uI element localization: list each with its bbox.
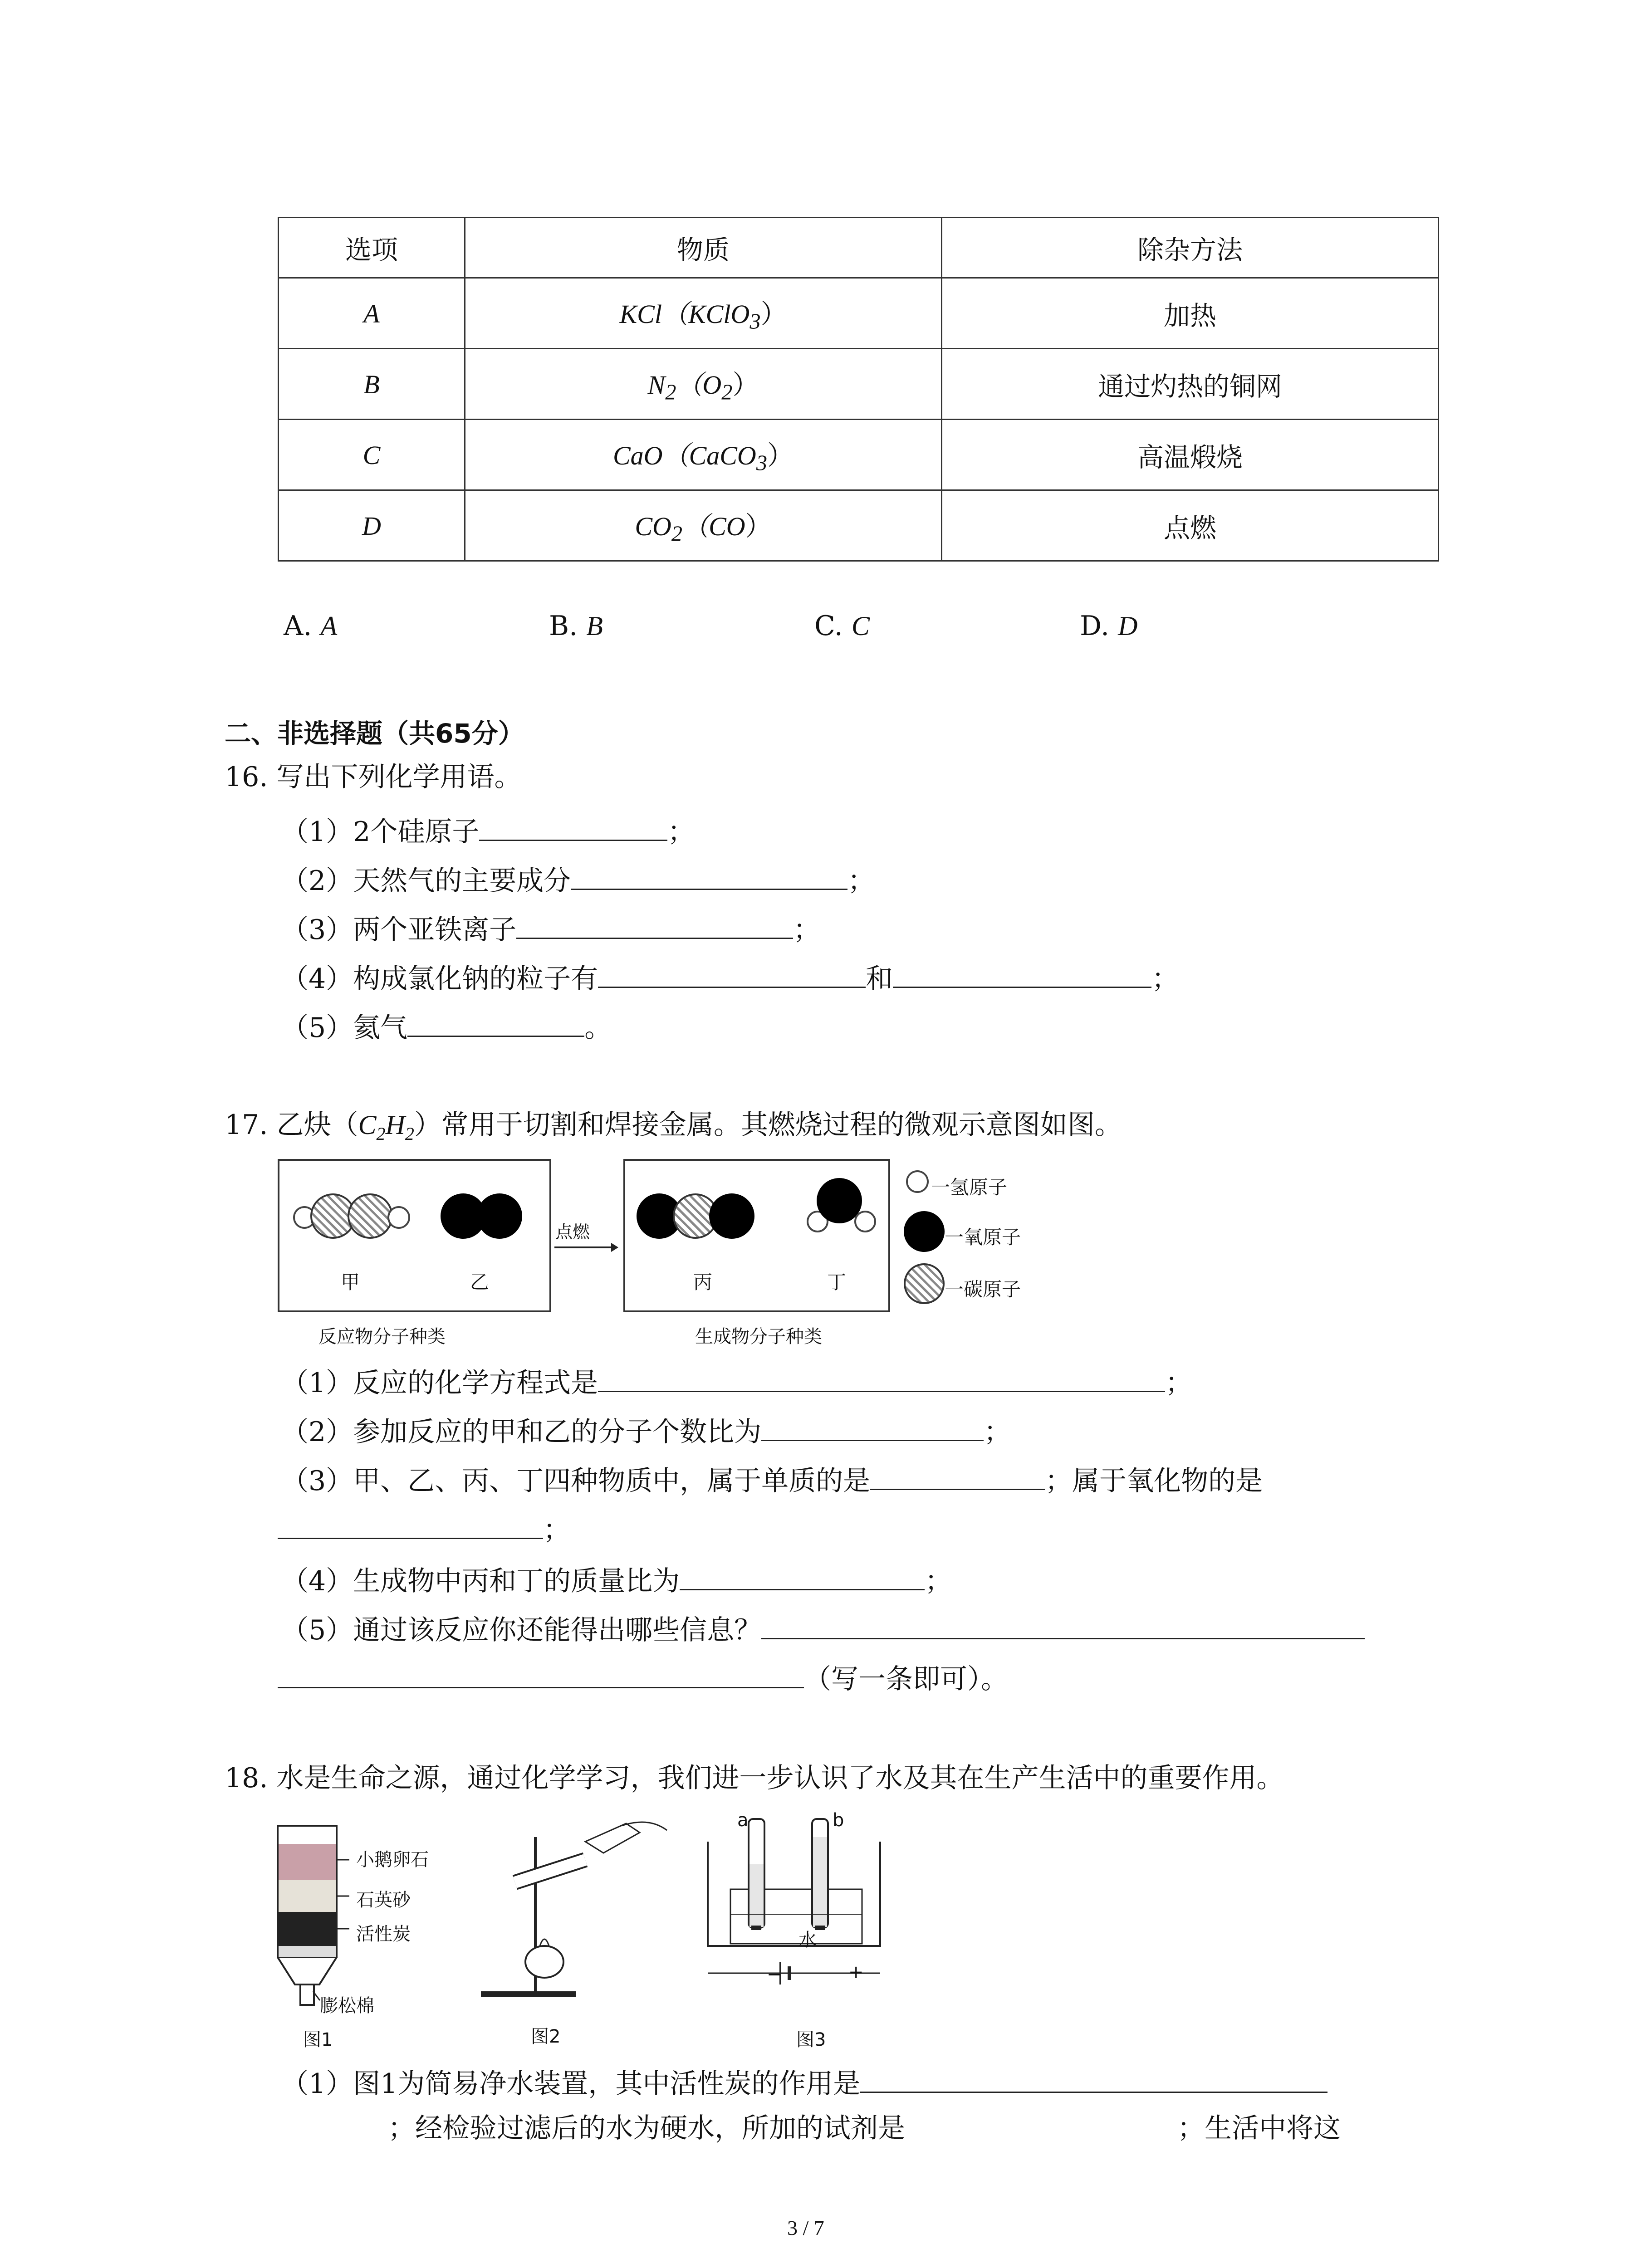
option-cell: B (279, 349, 465, 420)
answer-blank[interactable] (571, 863, 847, 890)
q18-item-1-cont: ；经检验过滤后的水为硬水，所加的试剂是 ；生活中将这 (388, 2112, 1341, 2144)
answer-blank[interactable] (278, 1512, 543, 1539)
q17-item-3: （3）甲、乙、丙、丁四种物质中，属于单质的是 ；属于氧化物的是 (281, 1463, 1263, 1495)
q16-item-2: （2）天然气的主要成分 ； (281, 863, 875, 894)
reaction-diagram (278, 1159, 1140, 1354)
choice-b[interactable]: B. B (549, 610, 603, 642)
q17-stem: 17. 乙炔$(C_2H_2)$常用于切割和焊接金属。其燃烧过程的微观示意图如图。 (225, 1109, 1122, 1144)
section-title: 二、非选择题（共65分） (225, 718, 524, 749)
fig3-label-minus: − (767, 1964, 782, 1985)
fig1-caption: 图1 (303, 2029, 333, 2050)
legend-hydrogen: 一氢原子 (931, 1176, 1008, 1198)
legend-carbon-icon (904, 1263, 945, 1304)
fig1-label-cotton: 膨松棉 (320, 1995, 374, 2016)
choice-c[interactable]: C. C (814, 610, 870, 642)
legend-carbon: 一碳原子 (945, 1278, 1021, 1300)
option-cell: D (279, 490, 465, 561)
legend-oxygen: 一氧原子 (945, 1226, 1021, 1248)
q17-item-2: （2）参加反应的甲和乙的分子个数比为 ； (281, 1414, 1011, 1446)
fig3-electrolysis (708, 1819, 880, 1984)
q18-stem: 18. 水是生命之源，通过化学学习，我们进一步认识了水及其在生产生活中的重要作用。 (225, 1762, 1284, 1794)
answer-blank[interactable] (479, 814, 667, 841)
table-row (279, 420, 1439, 490)
reaction-arrow-icon (552, 1238, 620, 1256)
method-cell: 点燃 (942, 490, 1439, 561)
carbon-atom (348, 1193, 393, 1239)
label-ding: 丁 (827, 1271, 847, 1293)
answer-blank[interactable] (893, 961, 1151, 988)
oxygen-atom (477, 1193, 522, 1239)
header-substance: 物质 (465, 218, 942, 278)
fig3-label-b: b (833, 1810, 844, 1831)
reactants-box (278, 1159, 551, 1312)
hydrogen-atom (387, 1206, 410, 1229)
q17-item-5: （5）通过该反应你还能得出哪些信息？ (281, 1613, 1365, 1644)
fig1-label-pebble: 小鹅卵石 (356, 1849, 429, 1870)
answer-blank[interactable] (860, 2066, 1327, 2093)
substance-cell: CaO（CaCO$_3$） (465, 420, 942, 490)
q17-item-5-cont: （写一条即可）。 (278, 1662, 1008, 1693)
products-box (623, 1159, 890, 1312)
substance-cell: $CO_2(CO)$ (465, 490, 942, 561)
label-bing: 丙 (693, 1271, 713, 1293)
table-row (279, 349, 1439, 420)
fig3-label-a: a (737, 1810, 749, 1831)
method-cell: 高温煅烧 (942, 420, 1439, 490)
option-cell: A (279, 278, 465, 349)
method-cell: 通过灼热的铜网 (942, 349, 1439, 420)
q16-item-3: （3）两个亚铁离子 ； (281, 912, 820, 943)
q16-item-1: （1）2个硅原子 ； (281, 814, 695, 846)
fig3-caption: 图3 (796, 2029, 826, 2050)
fig1-filter (278, 1826, 349, 2005)
q17-item-3-cont: ； (278, 1512, 570, 1544)
page-number: 3 / 7 (787, 2216, 824, 2239)
table-header-row (279, 218, 1439, 278)
table-row (279, 278, 1439, 349)
q17-item-1: （1）反应的化学方程式是 ； (281, 1365, 1192, 1397)
fig2-caption: 图2 (531, 2026, 561, 2047)
choice-d[interactable]: D. D (1080, 610, 1138, 642)
substance-cell: KCl（KClO$_3$） (465, 278, 942, 349)
fig3-label-plus: + (848, 1962, 864, 1983)
fig1-label-carbon: 活性炭 (356, 1924, 411, 1945)
arrow-label: 点燃 (555, 1222, 590, 1242)
caption-reactants: 反应物分子种类 (318, 1326, 446, 1347)
oxygen-atom (709, 1193, 754, 1239)
q16-item-5: （5）氦气 。 (281, 1010, 612, 1041)
answer-blank[interactable] (598, 1365, 1165, 1392)
q16-stem: 16. 写出下列化学用语。 (225, 761, 522, 793)
legend-oxygen-icon (904, 1211, 945, 1252)
q17-item-4: （4）生成物中丙和丁的质量比为 ； (281, 1564, 952, 1595)
header-method: 除杂方法 (942, 218, 1439, 278)
table-row (279, 490, 1439, 561)
answer-blank[interactable] (761, 1414, 984, 1441)
label-yi: 乙 (470, 1271, 490, 1293)
q18-item-1: （1）图1为简易净水装置，其中活性炭的作用是 (281, 2066, 1327, 2097)
answer-blank[interactable] (680, 1564, 925, 1590)
label-jia: 甲 (341, 1271, 360, 1293)
q16-item-4: （4）构成氯化钠的粒子有 和 ； (281, 961, 1179, 992)
choice-a[interactable]: A. A (284, 610, 338, 642)
header-option: 选项 (279, 218, 465, 278)
option-cell: C (279, 420, 465, 490)
fig2-heating (481, 1822, 667, 1997)
method-cell: 加热 (942, 278, 1439, 349)
options-table (278, 217, 1439, 562)
hydrogen-atom (854, 1211, 876, 1232)
caption-products: 生成物分子种类 (695, 1326, 822, 1347)
answer-blank[interactable] (870, 1463, 1045, 1490)
substance-cell: $N_2(O_2)$ (465, 349, 942, 420)
fig3-label-water: 水 (798, 1930, 817, 1950)
answer-blank[interactable] (278, 1662, 804, 1688)
answer-blank[interactable] (516, 912, 793, 939)
answer-blank[interactable] (598, 961, 866, 988)
legend-hydrogen-icon (906, 1170, 929, 1193)
answer-blank[interactable] (761, 1613, 1365, 1639)
answer-blank[interactable] (407, 1010, 584, 1037)
fig1-label-sand: 石英砂 (356, 1890, 411, 1911)
